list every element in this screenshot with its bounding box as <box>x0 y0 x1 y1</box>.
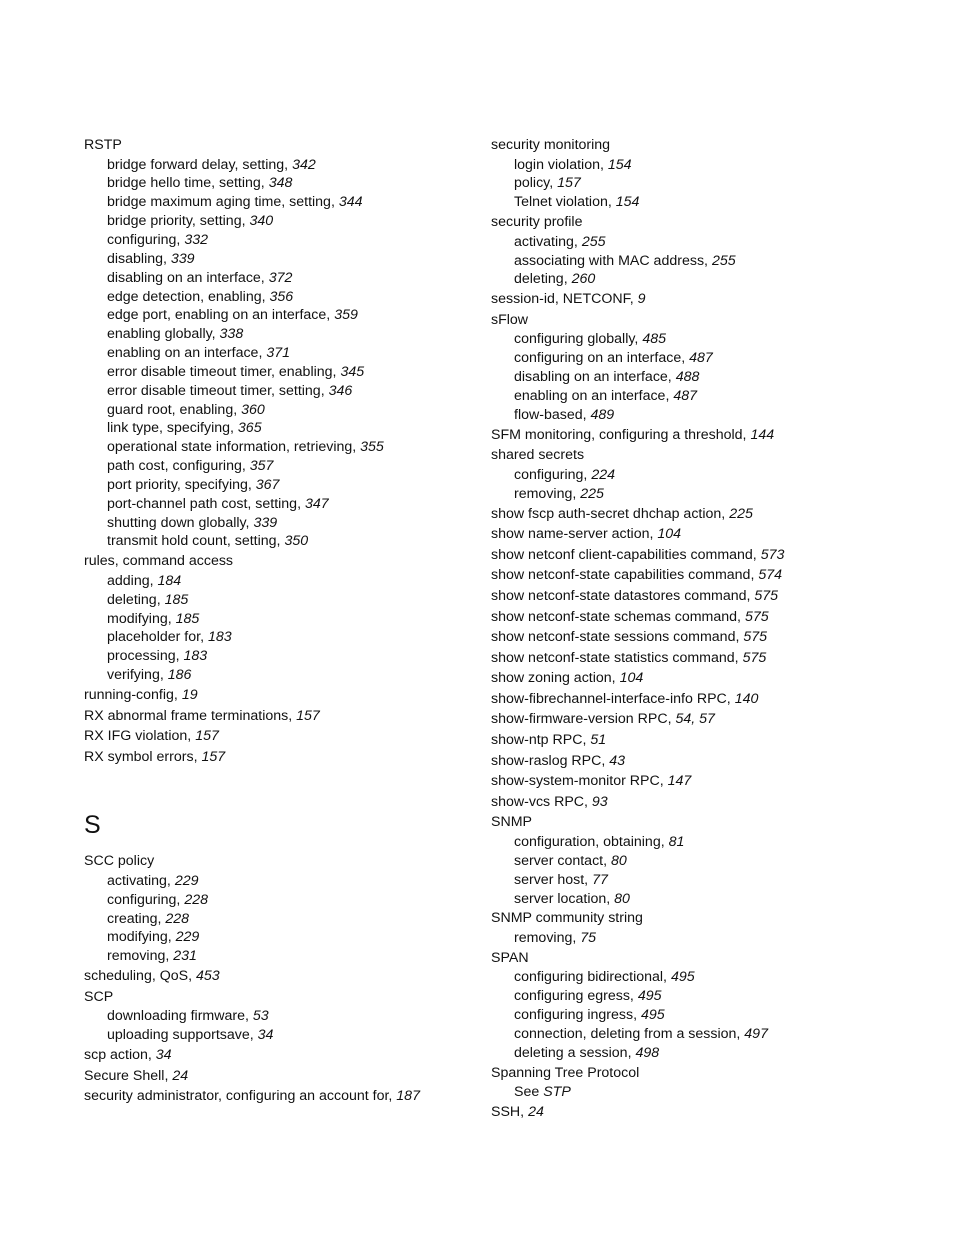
entry-term: placeholder for, <box>107 629 205 646</box>
page-reference: 342 <box>292 156 316 173</box>
index-subentry <box>84 514 474 533</box>
entry-term: server contact, <box>514 852 608 869</box>
index-subentry <box>84 628 474 647</box>
index-entry <box>491 812 931 833</box>
entry-term: path cost, configuring, <box>107 458 246 475</box>
index-subentry <box>84 891 474 910</box>
page-reference: 144 <box>750 426 775 443</box>
entry-term: downloading firmware, <box>107 1008 249 1025</box>
entry-term: show-system-monitor RPC, <box>491 773 664 790</box>
index-subentry <box>491 987 931 1006</box>
index-entry <box>491 1063 931 1084</box>
page-reference: 140 <box>734 690 759 707</box>
page-reference: 80 <box>611 852 627 869</box>
entry-term: deleting, <box>107 591 161 608</box>
entry-term: activating, <box>107 872 171 889</box>
index-entry <box>84 1066 474 1087</box>
page-reference: 453 <box>196 968 220 985</box>
page-reference: 495 <box>637 988 662 1005</box>
page-reference: 360 <box>241 401 265 418</box>
index-subentry <box>84 591 474 610</box>
index-subentry <box>84 872 474 891</box>
page-reference: 372 <box>268 269 293 286</box>
page-reference: 185 <box>164 591 189 608</box>
page-reference: 357 <box>249 458 274 475</box>
entry-term: session-id, NETCONF, <box>491 291 634 308</box>
page-reference: 495 <box>640 1007 665 1024</box>
entry-term: Secure Shell, <box>84 1067 169 1084</box>
entry-term: disabling on an interface, <box>107 269 265 286</box>
entry-term: show-firmware-version RPC, <box>491 711 672 728</box>
index-subentry <box>491 968 931 987</box>
entry-term: SCP <box>84 988 114 1005</box>
index-subentry <box>84 928 474 947</box>
page-reference: 34 <box>257 1027 274 1044</box>
index-subentry <box>491 1006 931 1025</box>
page-reference: 339 <box>170 250 195 267</box>
index-subentry <box>84 1026 474 1045</box>
page-reference: 9 <box>637 291 646 308</box>
entry-term: RX IFG violation, <box>84 728 192 745</box>
index-subentry <box>84 344 474 363</box>
index-subentry <box>84 363 474 382</box>
index-entry <box>491 792 931 813</box>
entry-term: error disable timeout timer, setting, <box>107 382 325 399</box>
page-reference: 575 <box>742 649 767 666</box>
page-reference: 574 <box>758 567 783 584</box>
index-entry <box>84 706 474 727</box>
index-entry <box>491 445 931 466</box>
entry-term: enabling on an interface, <box>107 345 263 362</box>
index-entry <box>491 289 931 310</box>
entry-term: bridge forward delay, setting, <box>107 156 289 173</box>
index-subentry <box>84 419 474 438</box>
entry-term: disabling on an interface, <box>514 369 672 386</box>
index-subentry <box>84 382 474 401</box>
index-entry <box>491 709 931 730</box>
entry-term: security administrator, configuring an account for, <box>84 1088 393 1105</box>
index-subentry <box>84 572 474 591</box>
entry-term: edge detection, enabling, <box>107 288 266 305</box>
page-reference: 51 <box>590 732 607 749</box>
entry-term: SFM monitoring, configuring a threshold, <box>491 426 747 443</box>
entry-term: removing, <box>107 948 170 965</box>
index-entry <box>491 310 931 331</box>
index-subentry <box>84 532 474 551</box>
entry-term: show netconf-state sessions command, <box>491 629 740 646</box>
entry-term: shared secrets <box>491 447 585 464</box>
page-reference: 575 <box>754 587 779 604</box>
index-subentry <box>84 269 474 288</box>
index-subentry <box>491 174 931 193</box>
index-entry <box>491 689 931 710</box>
page-reference: 81 <box>668 834 685 851</box>
index-subentry <box>84 666 474 685</box>
entry-term: show netconf-state statistics command, <box>491 649 739 666</box>
entry-term: configuring globally, <box>514 331 639 348</box>
index-entry <box>84 1086 474 1107</box>
entry-term: bridge hello time, setting, <box>107 175 265 192</box>
entry-term: configuring bidirectional, <box>514 969 668 986</box>
entry-term: operational state information, retrieving, <box>107 439 357 456</box>
index-subentry <box>84 438 474 457</box>
entry-term: flow-based, <box>514 406 587 423</box>
index-entry <box>491 504 931 525</box>
entry-term: RX abnormal frame terminations, <box>84 707 293 724</box>
index-subentry <box>491 349 931 368</box>
index-entry <box>491 771 931 792</box>
page-reference: 332 <box>184 231 208 248</box>
entry-term: security profile <box>491 214 583 231</box>
entry-term: configuring egress, <box>514 988 634 1005</box>
page-reference: 75 <box>580 930 597 946</box>
page-reference: 157 <box>296 707 320 724</box>
entry-term: configuration, obtaining, <box>514 834 665 851</box>
entry-term: configuring, <box>107 231 181 248</box>
entry-term: activating, <box>514 233 578 250</box>
entry-term: Telnet violation, <box>514 194 612 211</box>
page-reference: 489 <box>590 406 615 423</box>
index-subentry <box>491 387 931 406</box>
index-entry <box>491 212 931 233</box>
index-subentry <box>84 325 474 344</box>
index-entry <box>491 751 931 772</box>
index-entry <box>491 545 931 566</box>
page-reference: 24 <box>528 1104 544 1121</box>
index-subentry <box>491 1025 931 1044</box>
page-reference: 495 <box>670 969 695 986</box>
entry-term: RX symbol errors, <box>84 748 198 765</box>
index-subentry <box>84 401 474 420</box>
index-entry <box>491 1102 931 1123</box>
entry-term: SSH, <box>491 1104 525 1121</box>
entry-term: removing, <box>514 485 577 502</box>
entry-term: show netconf-state datastores command, <box>491 587 751 604</box>
page-reference: 340 <box>249 213 274 230</box>
page-reference: 345 <box>340 363 365 380</box>
entry-term: show netconf-state capabilities command, <box>491 567 755 584</box>
index-column-right <box>491 135 931 1123</box>
index-subentry <box>491 270 931 289</box>
entry-term: show netconf-state schemas command, <box>491 608 741 625</box>
entry-term: associating with MAC address, <box>514 252 708 269</box>
index-entry <box>491 948 931 969</box>
page-reference: 255 <box>581 233 606 250</box>
page-reference: 255 <box>711 252 736 269</box>
entry-term: show name-server action, <box>491 526 654 543</box>
page-reference: 228 <box>184 891 208 908</box>
entry-term: show fscp auth-secret dhchap action, <box>491 505 726 522</box>
index-entry <box>491 627 931 648</box>
entry-term: server host, <box>514 871 589 888</box>
page-reference: 347 <box>304 495 329 512</box>
page-reference: 224 <box>591 466 615 483</box>
index-subentry <box>84 250 474 269</box>
entry-term: disabling, <box>107 250 167 267</box>
entry-term: security monitoring <box>491 137 611 153</box>
index-entry <box>84 551 474 572</box>
index-entry <box>491 648 931 669</box>
entry-term: configuring ingress, <box>514 1007 638 1024</box>
page-reference: 43 <box>609 752 626 769</box>
entry-term: verifying, <box>107 667 164 684</box>
index-subentry <box>84 647 474 666</box>
page-reference: 573 <box>760 546 785 563</box>
index-entry <box>84 135 474 156</box>
page-reference: 346 <box>328 382 353 399</box>
index-subentry <box>491 929 931 948</box>
entry-term: guard root, enabling, <box>107 401 238 418</box>
page-reference: 186 <box>167 667 192 684</box>
entry-term: show-fibrechannel-interface-info RPC, <box>491 690 731 707</box>
index-entry <box>491 565 931 586</box>
page-reference: 575 <box>744 608 769 625</box>
index-subentry <box>491 233 931 252</box>
entry-term: show-raslog RPC, <box>491 752 606 769</box>
page-reference: 348 <box>268 175 293 192</box>
index-subentry <box>491 466 931 485</box>
page-reference: 157 <box>201 748 226 765</box>
index-subentry <box>491 406 931 425</box>
entry-term: removing, <box>514 930 577 946</box>
index-entry <box>491 586 931 607</box>
page-reference: 487 <box>689 350 713 367</box>
page-reference: 488 <box>675 369 700 386</box>
index-subentry <box>84 457 474 476</box>
index-entry <box>491 425 931 446</box>
entry-term: SCC policy <box>84 853 155 870</box>
page-reference: 350 <box>284 533 309 550</box>
page-reference: 225 <box>580 485 604 502</box>
index-subentry <box>491 193 931 212</box>
index-entry <box>84 747 474 768</box>
page-reference: 355 <box>360 439 384 456</box>
index-entry <box>491 668 931 689</box>
entry-term: adding, <box>107 572 154 589</box>
page-reference: 339 <box>253 514 278 531</box>
entry-term: port priority, specifying, <box>107 476 252 493</box>
page-reference: 54, 57 <box>675 711 715 728</box>
entry-term: deleting, <box>514 271 568 288</box>
index-subentry <box>491 871 931 890</box>
entry-term: configuring, <box>514 466 588 483</box>
entry-term: See <box>514 1084 540 1101</box>
page-reference: 157 <box>195 728 219 745</box>
entry-term: bridge maximum aging time, setting, <box>107 194 335 211</box>
index-subentry <box>84 476 474 495</box>
index-subentry <box>84 1007 474 1026</box>
index-entry <box>491 524 931 545</box>
entry-term: bridge priority, setting, <box>107 213 246 230</box>
page-reference: STP <box>543 1084 571 1101</box>
entry-term: creating, <box>107 910 162 927</box>
entry-term: deleting a session, <box>514 1044 632 1061</box>
entry-term: show-ntp RPC, <box>491 732 587 749</box>
page-reference: 53 <box>252 1008 269 1025</box>
page-reference: 356 <box>269 288 294 305</box>
page-reference: 187 <box>396 1088 420 1105</box>
entry-term: running-config, <box>84 686 178 703</box>
entry-term: SNMP <box>491 814 532 831</box>
section-letter: S <box>84 811 101 840</box>
index-subentry <box>491 852 931 871</box>
entry-term: Spanning Tree Protocol <box>491 1064 640 1081</box>
entry-term: server location, <box>514 890 611 907</box>
page-reference: 338 <box>219 326 244 343</box>
page-reference: 19 <box>181 686 198 703</box>
page-reference: 498 <box>635 1044 660 1061</box>
entry-term: show netconf client-capabilities command, <box>491 546 757 563</box>
index-subentry <box>491 368 931 387</box>
entry-term: processing, <box>107 648 180 665</box>
entry-term: connection, deleting from a session, <box>514 1025 741 1042</box>
index-group-s-continued <box>491 135 931 1123</box>
page-reference: 365 <box>237 420 262 437</box>
page-reference: 183 <box>207 629 232 646</box>
index-subentry <box>84 947 474 966</box>
page-reference: 231 <box>173 948 197 965</box>
index-subentry <box>84 306 474 325</box>
index-subentry <box>491 890 931 909</box>
index-subentry <box>84 288 474 307</box>
index-subentry <box>84 212 474 231</box>
page-reference: 93 <box>591 793 608 810</box>
entry-term: error disable timeout timer, enabling, <box>107 363 337 380</box>
entry-term: show-vcs RPC, <box>491 793 588 810</box>
page-reference: 104 <box>619 670 644 687</box>
page-reference: 183 <box>183 648 208 665</box>
index-subentry <box>491 156 931 175</box>
index-subentry <box>491 485 931 504</box>
index-entry <box>491 135 931 156</box>
index-entry <box>84 1045 474 1066</box>
index-entry <box>84 987 474 1008</box>
entry-term: RSTP <box>84 137 122 153</box>
entry-term: SNMP community string <box>491 910 643 927</box>
entry-term: port-channel path cost, setting, <box>107 495 302 512</box>
page-reference: 229 <box>174 872 199 889</box>
entry-term: enabling on an interface, <box>514 387 670 404</box>
index-subentry <box>84 495 474 514</box>
index-subentry <box>491 1083 931 1102</box>
page-reference: 497 <box>744 1025 768 1042</box>
page-reference: 80 <box>614 890 630 907</box>
index-subentry <box>491 833 931 852</box>
index-subentry <box>84 193 474 212</box>
entry-term: edge port, enabling on an interface, <box>107 307 331 324</box>
index-group-s <box>84 851 474 1106</box>
index-subentry <box>84 910 474 929</box>
entry-term: show zoning action, <box>491 670 616 687</box>
index-subentry <box>84 610 474 629</box>
page-reference: 229 <box>175 929 200 946</box>
page-reference: 185 <box>175 610 200 627</box>
index-subentry <box>84 231 474 250</box>
index-entry <box>84 966 474 987</box>
page-reference: 260 <box>571 271 596 288</box>
index-entry <box>491 730 931 751</box>
entry-term: shutting down globally, <box>107 514 250 531</box>
page-reference: 77 <box>592 871 608 888</box>
entry-term: SPAN <box>491 949 529 966</box>
index-entry <box>84 726 474 747</box>
index-entry <box>84 685 474 706</box>
entry-term: link type, specifying, <box>107 420 234 437</box>
entry-term: scp action, <box>84 1047 152 1064</box>
index-column-left <box>84 135 474 1107</box>
page-reference: 575 <box>743 629 768 646</box>
index-subentry <box>491 330 931 349</box>
page-reference: 487 <box>673 387 698 404</box>
index-group-r <box>84 135 474 767</box>
entry-term: configuring, <box>107 891 181 908</box>
entry-term: enabling globally, <box>107 326 216 343</box>
entry-term: sFlow <box>491 311 529 328</box>
entry-term: scheduling, QoS, <box>84 968 193 985</box>
entry-term: rules, command access <box>84 553 234 570</box>
page-reference: 154 <box>607 156 632 173</box>
page-reference: 344 <box>338 194 363 211</box>
entry-term: modifying, <box>107 929 172 946</box>
index-subentry <box>84 156 474 175</box>
entry-term: modifying, <box>107 610 172 627</box>
page-reference: 359 <box>334 307 358 324</box>
page-reference: 104 <box>657 526 682 543</box>
index-entry <box>491 908 931 929</box>
page-reference: 24 <box>172 1067 189 1084</box>
index-subentry <box>491 252 931 271</box>
page-reference: 228 <box>165 910 190 927</box>
page-reference: 157 <box>557 175 581 192</box>
entry-term: uploading supportsave, <box>107 1027 254 1044</box>
page-reference: 154 <box>615 194 640 211</box>
entry-term: policy, <box>514 175 554 192</box>
entry-term: transmit hold count, setting, <box>107 533 281 550</box>
index-subentry <box>491 1044 931 1063</box>
index-entry <box>491 607 931 628</box>
page-reference: 485 <box>642 331 666 348</box>
page-reference: 371 <box>266 345 291 362</box>
page-reference: 34 <box>155 1047 172 1064</box>
page-reference: 147 <box>667 773 692 790</box>
entry-term: login violation, <box>514 156 604 173</box>
index-subentry <box>84 174 474 193</box>
entry-term: configuring on an interface, <box>514 350 686 367</box>
page-reference: 184 <box>157 572 182 589</box>
page-reference: 225 <box>729 505 753 522</box>
index-entry <box>84 851 474 872</box>
page-reference: 367 <box>255 476 280 493</box>
